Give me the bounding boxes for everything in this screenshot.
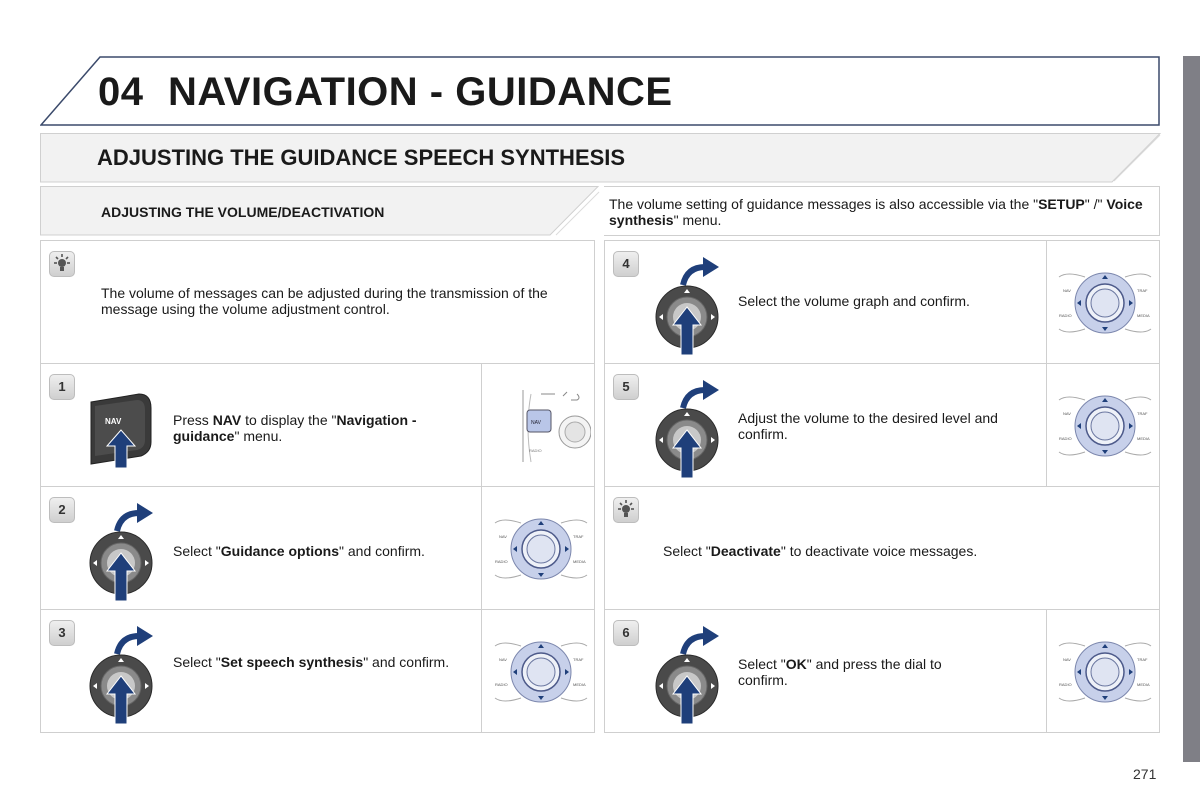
tip-deactivate-panel <box>604 486 1160 610</box>
step-4-panel <box>604 240 1160 364</box>
step-1-panel <box>40 363 595 487</box>
subsection-note: The volume setting of guidance messages is also accessible via the "SETUP" /" Voice synthesis" menu. <box>609 196 1143 228</box>
section-title: ADJUSTING THE GUIDANCE SPEECH SYNTHESIS <box>97 145 626 170</box>
section-header <box>40 133 1162 183</box>
step-3-divider <box>481 610 482 732</box>
svg-text:NAV: NAV <box>1063 411 1071 416</box>
chapter-side-tab <box>1183 56 1200 762</box>
chapter-title: NAVIGATION - GUIDANCE <box>168 70 673 114</box>
subsection-header <box>40 186 600 236</box>
svg-text:MEDIA: MEDIA <box>573 682 586 687</box>
svg-text:NAV: NAV <box>531 420 541 426</box>
step-4-divider <box>1046 241 1047 363</box>
dial-console-icon <box>1055 636 1155 708</box>
dial-console-icon <box>1055 390 1155 462</box>
step-5-divider <box>1046 364 1047 486</box>
svg-text:RADIO: RADIO <box>529 448 542 453</box>
svg-text:TRAF: TRAF <box>573 534 584 539</box>
svg-text:TRAF: TRAF <box>1137 288 1148 293</box>
rotary-dial-icon <box>653 378 729 478</box>
step-6-panel <box>604 609 1160 733</box>
svg-text:NAV: NAV <box>499 534 507 539</box>
svg-text:RADIO: RADIO <box>1059 436 1072 441</box>
svg-text:NAV: NAV <box>1063 657 1071 662</box>
svg-text:TRAF: TRAF <box>1137 411 1148 416</box>
step-3-text: Select "Set speech synthesis" and confirm. <box>173 654 450 670</box>
svg-text:RADIO: RADIO <box>1059 313 1072 318</box>
nav-console-icon <box>519 386 591 466</box>
rotary-dial-icon <box>653 624 729 724</box>
tip-volume-text: The volume of messages can be adjusted during the transmission of the message using the volume adjustment control. <box>101 285 548 317</box>
lightbulb-icon <box>49 251 75 277</box>
svg-text:NAV: NAV <box>499 657 507 662</box>
svg-text:NAV: NAV <box>105 417 122 426</box>
nav-key-icon <box>83 390 163 470</box>
svg-text:NAV: NAV <box>1063 288 1071 293</box>
rotary-dial-icon <box>87 501 163 601</box>
step-1-divider <box>481 364 482 486</box>
dial-console-icon <box>491 636 591 708</box>
step-2-divider <box>481 487 482 609</box>
svg-text:TRAF: TRAF <box>573 657 584 662</box>
step-1-badge: 1 <box>49 374 75 400</box>
step-3-panel <box>40 609 595 733</box>
svg-text:MEDIA: MEDIA <box>1137 436 1150 441</box>
step-6-divider <box>1046 610 1047 732</box>
step-4-text: Select the volume graph and confirm. <box>738 293 970 309</box>
step-4-badge: 4 <box>613 251 639 277</box>
svg-text:RADIO: RADIO <box>1059 682 1072 687</box>
svg-text:MEDIA: MEDIA <box>1137 313 1150 318</box>
lightbulb-icon <box>613 497 639 523</box>
step-1-text: Press NAV to display the "Navigation - guidance" menu. <box>173 412 417 444</box>
tip-deactivate-text: Select "Deactivate" to deactivate voice messages. <box>663 543 978 559</box>
step-6-text: Select "OK" and press the dial to confirm. <box>738 656 942 688</box>
svg-text:RADIO: RADIO <box>495 559 508 564</box>
step-6-badge: 6 <box>613 620 639 646</box>
subsection-title: ADJUSTING THE VOLUME/DEACTIVATION <box>101 204 385 220</box>
chapter-header <box>40 56 1162 128</box>
page-number: 271 <box>1133 766 1157 782</box>
step-2-panel <box>40 486 595 610</box>
step-3-badge: 3 <box>49 620 75 646</box>
chapter-number: 04 <box>98 70 144 114</box>
tip-volume-panel <box>40 240 595 364</box>
step-2-badge: 2 <box>49 497 75 523</box>
step-2-text: Select "Guidance options" and confirm. <box>173 543 425 559</box>
step-5-badge: 5 <box>613 374 639 400</box>
dial-console-icon <box>491 513 591 585</box>
svg-text:TRAF: TRAF <box>1137 657 1148 662</box>
step-5-panel <box>604 363 1160 487</box>
rotary-dial-icon <box>653 255 729 355</box>
dial-console-icon <box>1055 267 1155 339</box>
svg-text:RADIO: RADIO <box>495 682 508 687</box>
rotary-dial-icon <box>87 624 163 724</box>
svg-text:MEDIA: MEDIA <box>1137 682 1150 687</box>
svg-text:MEDIA: MEDIA <box>573 559 586 564</box>
step-5-text: Adjust the volume to the desired level and confirm. <box>738 410 998 442</box>
